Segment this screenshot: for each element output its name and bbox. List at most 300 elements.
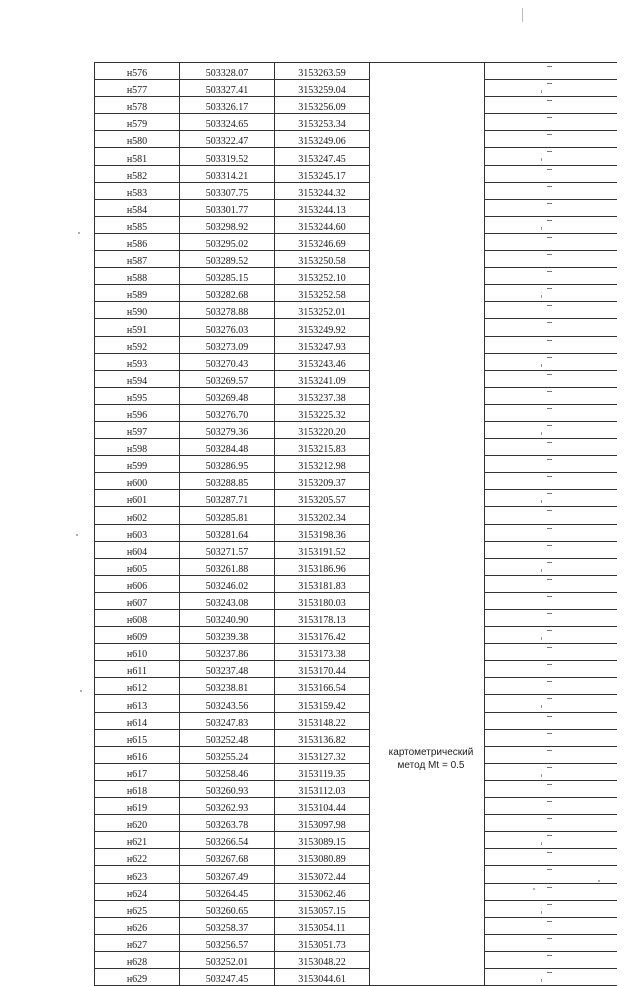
method-cell — [370, 661, 485, 678]
point-id-cell: н583 — [95, 182, 180, 199]
y-coordinate-cell: 3153097.98 — [275, 815, 370, 832]
point-id-cell: н585 — [95, 216, 180, 233]
point-id-cell: н627 — [95, 934, 180, 951]
method-cell — [370, 627, 485, 644]
point-id-cell: н625 — [95, 900, 180, 917]
table-row — [95, 832, 617, 849]
scan-speck — [533, 888, 535, 890]
method-cell — [370, 473, 485, 490]
accuracy-cell — [485, 268, 617, 285]
method-cell — [370, 644, 485, 661]
y-coordinate-cell: 3153220.20 — [275, 421, 370, 438]
point-id-cell: н604 — [95, 541, 180, 558]
method-cell — [370, 780, 485, 797]
dash-mark — [547, 254, 552, 255]
method-cell — [370, 900, 485, 917]
table-row — [95, 917, 617, 934]
dash-mark — [547, 681, 552, 682]
y-coordinate-cell: 3153112.03 — [275, 780, 370, 797]
x-coordinate-cell: 503301.77 — [180, 199, 275, 216]
y-coordinate-cell: 3153166.54 — [275, 678, 370, 695]
accuracy-cell — [485, 456, 617, 473]
dot-mark — [541, 979, 544, 982]
dash-mark — [547, 750, 552, 751]
x-coordinate-cell: 503266.54 — [180, 832, 275, 849]
accuracy-cell — [485, 319, 617, 336]
accuracy-cell — [485, 387, 617, 404]
dash-mark — [547, 579, 552, 580]
method-cell — [370, 592, 485, 609]
accuracy-cell — [485, 917, 617, 934]
table-row — [95, 285, 617, 302]
x-coordinate-cell: 503256.57 — [180, 934, 275, 951]
y-coordinate-cell: 3153250.58 — [275, 251, 370, 268]
y-coordinate-cell: 3153252.10 — [275, 268, 370, 285]
y-coordinate-cell: 3153198.36 — [275, 524, 370, 541]
table-row — [95, 883, 617, 900]
x-coordinate-cell: 503279.36 — [180, 421, 275, 438]
dash-mark — [547, 716, 552, 717]
method-cell — [370, 934, 485, 951]
accuracy-cell — [485, 80, 617, 97]
point-id-cell: н588 — [95, 268, 180, 285]
table-row — [95, 216, 617, 233]
point-id-cell: н596 — [95, 404, 180, 421]
method-cell — [370, 968, 485, 985]
table-row — [95, 729, 617, 746]
method-cell — [370, 63, 485, 80]
method-cell — [370, 695, 485, 712]
dot-mark — [541, 227, 544, 230]
y-coordinate-cell: 3153057.15 — [275, 900, 370, 917]
x-coordinate-cell: 503289.52 — [180, 251, 275, 268]
y-coordinate-cell: 3153243.46 — [275, 353, 370, 370]
accuracy-cell — [485, 524, 617, 541]
method-cell — [370, 199, 485, 216]
dash-mark — [547, 801, 552, 802]
accuracy-cell — [485, 182, 617, 199]
table-row — [95, 490, 617, 507]
y-coordinate-cell: 3153202.34 — [275, 507, 370, 524]
y-coordinate-cell: 3153176.42 — [275, 627, 370, 644]
point-id-cell: н624 — [95, 883, 180, 900]
table-row — [95, 798, 617, 815]
dash-mark — [547, 852, 552, 853]
y-coordinate-cell: 3153159.42 — [275, 695, 370, 712]
method-cell — [370, 251, 485, 268]
accuracy-cell — [485, 165, 617, 182]
accuracy-cell — [485, 285, 617, 302]
table-row — [95, 439, 617, 456]
y-coordinate-cell: 3153104.44 — [275, 798, 370, 815]
accuracy-cell — [485, 695, 617, 712]
accuracy-cell — [485, 490, 617, 507]
table-row — [95, 541, 617, 558]
method-cell — [370, 285, 485, 302]
point-id-cell: н601 — [95, 490, 180, 507]
accuracy-cell — [485, 216, 617, 233]
y-coordinate-cell: 3153249.92 — [275, 319, 370, 336]
method-cell — [370, 165, 485, 182]
y-coordinate-cell: 3153051.73 — [275, 934, 370, 951]
accuracy-cell — [485, 575, 617, 592]
point-id-cell: н580 — [95, 131, 180, 148]
dash-mark — [547, 562, 552, 563]
accuracy-cell — [485, 353, 617, 370]
x-coordinate-cell: 503276.03 — [180, 319, 275, 336]
table-row — [95, 934, 617, 951]
table-body — [95, 63, 617, 986]
point-id-cell: н609 — [95, 627, 180, 644]
table-row — [95, 815, 617, 832]
dash-mark — [547, 442, 552, 443]
x-coordinate-cell: 503247.83 — [180, 712, 275, 729]
x-coordinate-cell: 503270.43 — [180, 353, 275, 370]
scan-speck — [80, 690, 82, 692]
dot-mark — [541, 705, 544, 708]
method-cell — [370, 268, 485, 285]
x-coordinate-cell: 503261.88 — [180, 558, 275, 575]
x-coordinate-cell: 503314.21 — [180, 165, 275, 182]
y-coordinate-cell: 3153244.32 — [275, 182, 370, 199]
dash-mark — [547, 288, 552, 289]
dash-mark — [547, 305, 552, 306]
method-cell — [370, 302, 485, 319]
x-coordinate-cell: 503267.49 — [180, 866, 275, 883]
dash-mark — [547, 408, 552, 409]
table-row — [95, 695, 617, 712]
x-coordinate-cell: 503281.64 — [180, 524, 275, 541]
accuracy-cell — [485, 473, 617, 490]
point-id-cell: н616 — [95, 746, 180, 763]
point-id-cell: н590 — [95, 302, 180, 319]
y-coordinate-cell: 3153241.09 — [275, 370, 370, 387]
accuracy-cell — [485, 302, 617, 319]
dash-mark — [547, 938, 552, 939]
y-coordinate-cell: 3153178.13 — [275, 610, 370, 627]
method-cell — [370, 114, 485, 131]
dash-mark — [547, 322, 552, 323]
dash-mark — [547, 955, 552, 956]
table-row — [95, 148, 617, 165]
method-cell — [370, 849, 485, 866]
y-coordinate-cell: 3153173.38 — [275, 644, 370, 661]
x-coordinate-cell: 503237.86 — [180, 644, 275, 661]
accuracy-cell — [485, 63, 617, 80]
point-id-cell: н607 — [95, 592, 180, 609]
x-coordinate-cell: 503243.56 — [180, 695, 275, 712]
point-id-cell: н589 — [95, 285, 180, 302]
x-coordinate-cell: 503252.01 — [180, 951, 275, 968]
table-row — [95, 473, 617, 490]
y-coordinate-cell: 3153054.11 — [275, 917, 370, 934]
dot-mark — [541, 842, 544, 845]
y-coordinate-cell: 3153080.89 — [275, 849, 370, 866]
x-coordinate-cell: 503260.93 — [180, 780, 275, 797]
y-coordinate-cell: 3153252.01 — [275, 302, 370, 319]
method-cell — [370, 353, 485, 370]
x-coordinate-cell: 503240.90 — [180, 610, 275, 627]
accuracy-cell — [485, 97, 617, 114]
table-row — [95, 763, 617, 780]
x-coordinate-cell: 503252.48 — [180, 729, 275, 746]
x-coordinate-cell: 503237.48 — [180, 661, 275, 678]
x-coordinate-cell: 503278.88 — [180, 302, 275, 319]
table-row — [95, 558, 617, 575]
dash-mark — [547, 972, 552, 973]
y-coordinate-cell: 3153244.60 — [275, 216, 370, 233]
accuracy-cell — [485, 439, 617, 456]
x-coordinate-cell: 503267.68 — [180, 849, 275, 866]
y-coordinate-cell: 3153186.96 — [275, 558, 370, 575]
dash-mark — [547, 887, 552, 888]
point-id-cell: н599 — [95, 456, 180, 473]
accuracy-cell — [485, 934, 617, 951]
point-id-cell: н618 — [95, 780, 180, 797]
point-id-cell: н629 — [95, 968, 180, 985]
table-row — [95, 268, 617, 285]
dash-mark — [547, 664, 552, 665]
accuracy-cell — [485, 746, 617, 763]
point-id-cell: н615 — [95, 729, 180, 746]
x-coordinate-cell: 503327.41 — [180, 80, 275, 97]
method-cell — [370, 951, 485, 968]
method-cell — [370, 97, 485, 114]
y-coordinate-cell: 3153191.52 — [275, 541, 370, 558]
y-coordinate-cell: 3153205.57 — [275, 490, 370, 507]
method-cell — [370, 319, 485, 336]
table-row — [95, 114, 617, 131]
point-id-cell: н605 — [95, 558, 180, 575]
accuracy-cell — [485, 148, 617, 165]
method-cell — [370, 917, 485, 934]
table-row — [95, 575, 617, 592]
accuracy-cell — [485, 951, 617, 968]
point-id-cell: н577 — [95, 80, 180, 97]
x-coordinate-cell: 503246.02 — [180, 575, 275, 592]
x-coordinate-cell: 503269.57 — [180, 370, 275, 387]
y-coordinate-cell: 3153048.22 — [275, 951, 370, 968]
scan-mark — [522, 8, 523, 22]
scan-speck — [598, 880, 600, 882]
table-row — [95, 404, 617, 421]
accuracy-cell — [485, 336, 617, 353]
y-coordinate-cell: 3153072.44 — [275, 866, 370, 883]
table-row — [95, 678, 617, 695]
dash-mark — [547, 83, 552, 84]
accuracy-cell — [485, 131, 617, 148]
point-id-cell: н581 — [95, 148, 180, 165]
x-coordinate-cell: 503285.81 — [180, 507, 275, 524]
dot-mark — [541, 500, 544, 503]
accuracy-cell — [485, 763, 617, 780]
y-coordinate-cell: 3153259.04 — [275, 80, 370, 97]
accuracy-cell — [485, 832, 617, 849]
y-coordinate-cell: 3153256.09 — [275, 97, 370, 114]
table-row — [95, 421, 617, 438]
point-id-cell: н591 — [95, 319, 180, 336]
dash-mark — [547, 237, 552, 238]
dash-mark — [547, 733, 552, 734]
accuracy-cell — [485, 404, 617, 421]
y-coordinate-cell: 3153127.32 — [275, 746, 370, 763]
method-cell — [370, 336, 485, 353]
table-row — [95, 233, 617, 250]
table-row — [95, 353, 617, 370]
table-row — [95, 387, 617, 404]
dash-mark — [547, 698, 552, 699]
y-coordinate-cell: 3153263.59 — [275, 63, 370, 80]
point-id-cell: н598 — [95, 439, 180, 456]
point-id-cell: н628 — [95, 951, 180, 968]
y-coordinate-cell: 3153148.22 — [275, 712, 370, 729]
dash-mark — [547, 186, 552, 187]
method-cell — [370, 729, 485, 746]
table-row — [95, 627, 617, 644]
y-coordinate-cell: 3153225.32 — [275, 404, 370, 421]
method-cell — [370, 421, 485, 438]
method-note-line2: метод Mt = 0.5 — [397, 760, 465, 771]
method-cell — [370, 678, 485, 695]
table-row — [95, 199, 617, 216]
method-cell — [370, 370, 485, 387]
dot-mark — [541, 432, 544, 435]
point-id-cell: н612 — [95, 678, 180, 695]
dot-mark — [541, 774, 544, 777]
dash-mark — [547, 100, 552, 101]
dash-mark — [547, 203, 552, 204]
dash-mark — [547, 613, 552, 614]
method-cell — [370, 233, 485, 250]
accuracy-cell — [485, 780, 617, 797]
dash-mark — [547, 647, 552, 648]
method-cell — [370, 524, 485, 541]
y-coordinate-cell: 3153252.58 — [275, 285, 370, 302]
accuracy-cell — [485, 644, 617, 661]
accuracy-cell — [485, 370, 617, 387]
x-coordinate-cell: 503271.57 — [180, 541, 275, 558]
table-row — [95, 780, 617, 797]
accuracy-cell — [485, 541, 617, 558]
point-id-cell: н621 — [95, 832, 180, 849]
x-coordinate-cell: 503319.52 — [180, 148, 275, 165]
accuracy-cell — [485, 507, 617, 524]
y-coordinate-cell: 3153245.17 — [275, 165, 370, 182]
method-cell — [370, 798, 485, 815]
dash-mark — [547, 117, 552, 118]
dash-mark — [547, 835, 552, 836]
dot-mark — [541, 158, 544, 161]
y-coordinate-cell: 3153136.82 — [275, 729, 370, 746]
y-coordinate-cell: 3153089.15 — [275, 832, 370, 849]
x-coordinate-cell: 503307.75 — [180, 182, 275, 199]
point-id-cell: н602 — [95, 507, 180, 524]
point-id-cell: н593 — [95, 353, 180, 370]
x-coordinate-cell: 503263.78 — [180, 815, 275, 832]
table-row — [95, 900, 617, 917]
point-id-cell: н623 — [95, 866, 180, 883]
method-cell — [370, 610, 485, 627]
table-row — [95, 165, 617, 182]
dash-mark — [547, 220, 552, 221]
table-row — [95, 592, 617, 609]
x-coordinate-cell: 503328.07 — [180, 63, 275, 80]
dash-mark — [547, 630, 552, 631]
method-cell — [370, 131, 485, 148]
point-id-cell: н620 — [95, 815, 180, 832]
y-coordinate-cell: 3153212.98 — [275, 456, 370, 473]
dash-mark — [547, 869, 552, 870]
y-coordinate-cell: 3153170.44 — [275, 661, 370, 678]
method-cell — [370, 507, 485, 524]
method-cell — [370, 182, 485, 199]
point-id-cell: н622 — [95, 849, 180, 866]
x-coordinate-cell: 503324.65 — [180, 114, 275, 131]
accuracy-cell — [485, 866, 617, 883]
dot-mark — [541, 364, 544, 367]
accuracy-cell — [485, 883, 617, 900]
dash-mark — [547, 459, 552, 460]
x-coordinate-cell: 503298.92 — [180, 216, 275, 233]
y-coordinate-cell: 3153253.34 — [275, 114, 370, 131]
table-row — [95, 302, 617, 319]
dash-mark — [547, 784, 552, 785]
method-cell — [370, 575, 485, 592]
table-row — [95, 456, 617, 473]
table-row — [95, 746, 617, 763]
table-row — [95, 866, 617, 883]
point-id-cell: н586 — [95, 233, 180, 250]
table-row — [95, 336, 617, 353]
accuracy-cell — [485, 815, 617, 832]
accuracy-cell — [485, 233, 617, 250]
table-row — [95, 182, 617, 199]
y-coordinate-cell: 3153044.61 — [275, 968, 370, 985]
point-id-cell: н606 — [95, 575, 180, 592]
method-note — [376, 746, 486, 772]
dash-mark — [547, 391, 552, 392]
x-coordinate-cell: 503295.02 — [180, 233, 275, 250]
dash-mark — [547, 493, 552, 494]
accuracy-cell — [485, 251, 617, 268]
table-row — [95, 661, 617, 678]
dash-mark — [547, 169, 552, 170]
method-cell — [370, 866, 485, 883]
dash-mark — [547, 374, 552, 375]
point-id-cell: н611 — [95, 661, 180, 678]
accuracy-cell — [485, 798, 617, 815]
y-coordinate-cell: 3153181.83 — [275, 575, 370, 592]
method-cell — [370, 712, 485, 729]
dash-mark — [547, 545, 552, 546]
dot-mark — [541, 90, 544, 93]
accuracy-cell — [485, 661, 617, 678]
dot-mark — [541, 295, 544, 298]
accuracy-cell — [485, 849, 617, 866]
method-cell — [370, 456, 485, 473]
x-coordinate-cell: 503258.46 — [180, 763, 275, 780]
point-id-cell: н592 — [95, 336, 180, 353]
y-coordinate-cell: 3153237.38 — [275, 387, 370, 404]
accuracy-cell — [485, 712, 617, 729]
x-coordinate-cell: 503264.45 — [180, 883, 275, 900]
dash-mark — [547, 904, 552, 905]
point-id-cell: н579 — [95, 114, 180, 131]
x-coordinate-cell: 503238.81 — [180, 678, 275, 695]
method-cell — [370, 148, 485, 165]
dash-mark — [547, 921, 552, 922]
dash-mark — [547, 767, 552, 768]
